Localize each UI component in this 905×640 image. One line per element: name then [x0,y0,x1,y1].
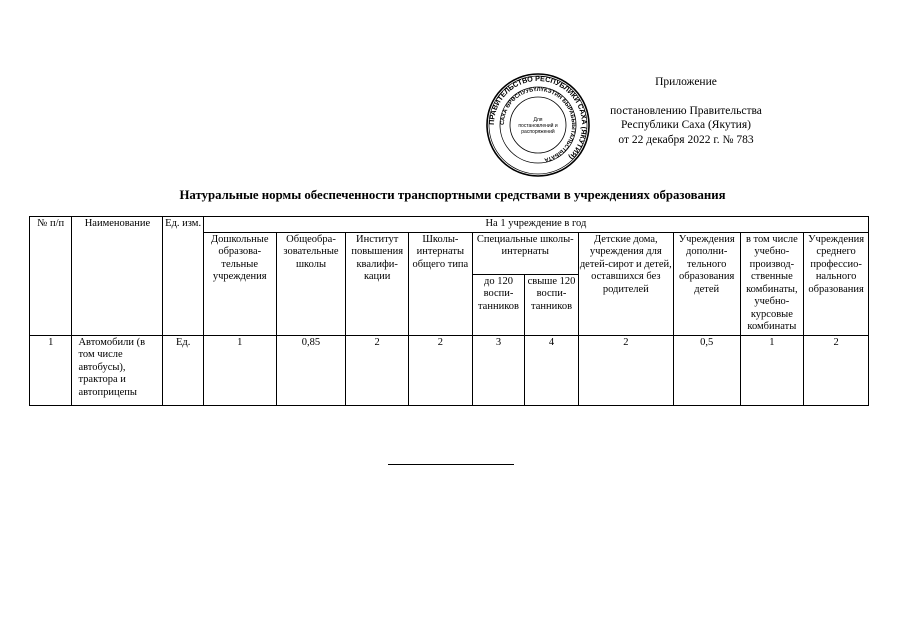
appendix-label: Приложение [655,76,717,88]
header-special-up-to-120: до 120 воспи-танников [472,274,525,335]
document-title: Натуральные нормы обеспеченности транспортными средствами в учреждениях образования [179,188,726,202]
header-row-1 [30,217,869,233]
header-group: На 1 учреждение в год [203,217,868,233]
separator-line [388,464,514,465]
header-name: Наименование [72,217,163,336]
seal-inner-text: САХА ӨРӨСПУУБҮЛҮКЭТИН БЫРАБЫЫТАЛЬСТЫБАТА [499,86,577,163]
value-additional-education: 0,5 [673,335,740,405]
header-unit: Ед. изм. [163,217,203,336]
header-preschool: Дошкольные образова-тельные учреждения [203,232,276,335]
header-general-schools: Общеобра-зовательные школы [276,232,346,335]
value-special-up-to-120: 3 [472,335,525,405]
seal-center-line1: Для [533,117,543,123]
appendix-decree-line: постановлению Правительства [610,104,762,117]
value-orphanages: 2 [578,335,673,405]
value-institute: 2 [346,335,409,405]
header-institute: Институт повышения квалифи-кации [346,232,409,335]
official-seal [486,73,590,177]
header-boarding-schools: Школы-интернаты общего типа [409,232,473,335]
seal-center-line3: распоряжений [521,129,555,135]
header-training-plants: в том числе учебно-производ-ственные комбинаты, учебно-курсовые комбинаты [740,232,804,335]
header-number: № п/п [30,217,72,336]
appendix-date-line: от 22 декабря 2022 г. № 783 [618,133,754,146]
value-general-schools: 0,85 [276,335,346,405]
value-training-plants: 1 [740,335,804,405]
value-secondary-vocational: 2 [804,335,869,405]
value-preschool: 1 [203,335,276,405]
appendix-block [596,75,776,147]
seal-outer-text: ПРАВИТЕЛЬСТВО РЕСПУБЛИКИ САХА (ЯКУТИЯ) [486,73,590,162]
seal-center-line2: постановлений и [518,123,558,129]
header-special-over-120: свыше 120 воспи-танников [525,274,579,335]
appendix-republic-line: Республики Саха (Якутия) [621,119,751,131]
header-special-boarding: Специальные школы-интернаты [472,232,578,274]
value-special-over-120: 4 [525,335,579,405]
row-number: 1 [30,335,72,405]
table-row [30,335,869,405]
row-unit: Ед. [163,335,203,405]
value-boarding-schools: 2 [409,335,473,405]
norms-table [29,216,869,406]
header-secondary-vocational: Учреждения среднего профессио-нального образования [804,232,869,335]
header-additional-education: Учреждения дополни-тельного образования детей [673,232,740,335]
header-orphanages: Детские дома, учреждения для детей-сирот и детей, оставшихся без родителей [578,232,673,335]
row-name: Автомобили (в том числе автобусы), трактора и автоприцепы [72,335,163,405]
